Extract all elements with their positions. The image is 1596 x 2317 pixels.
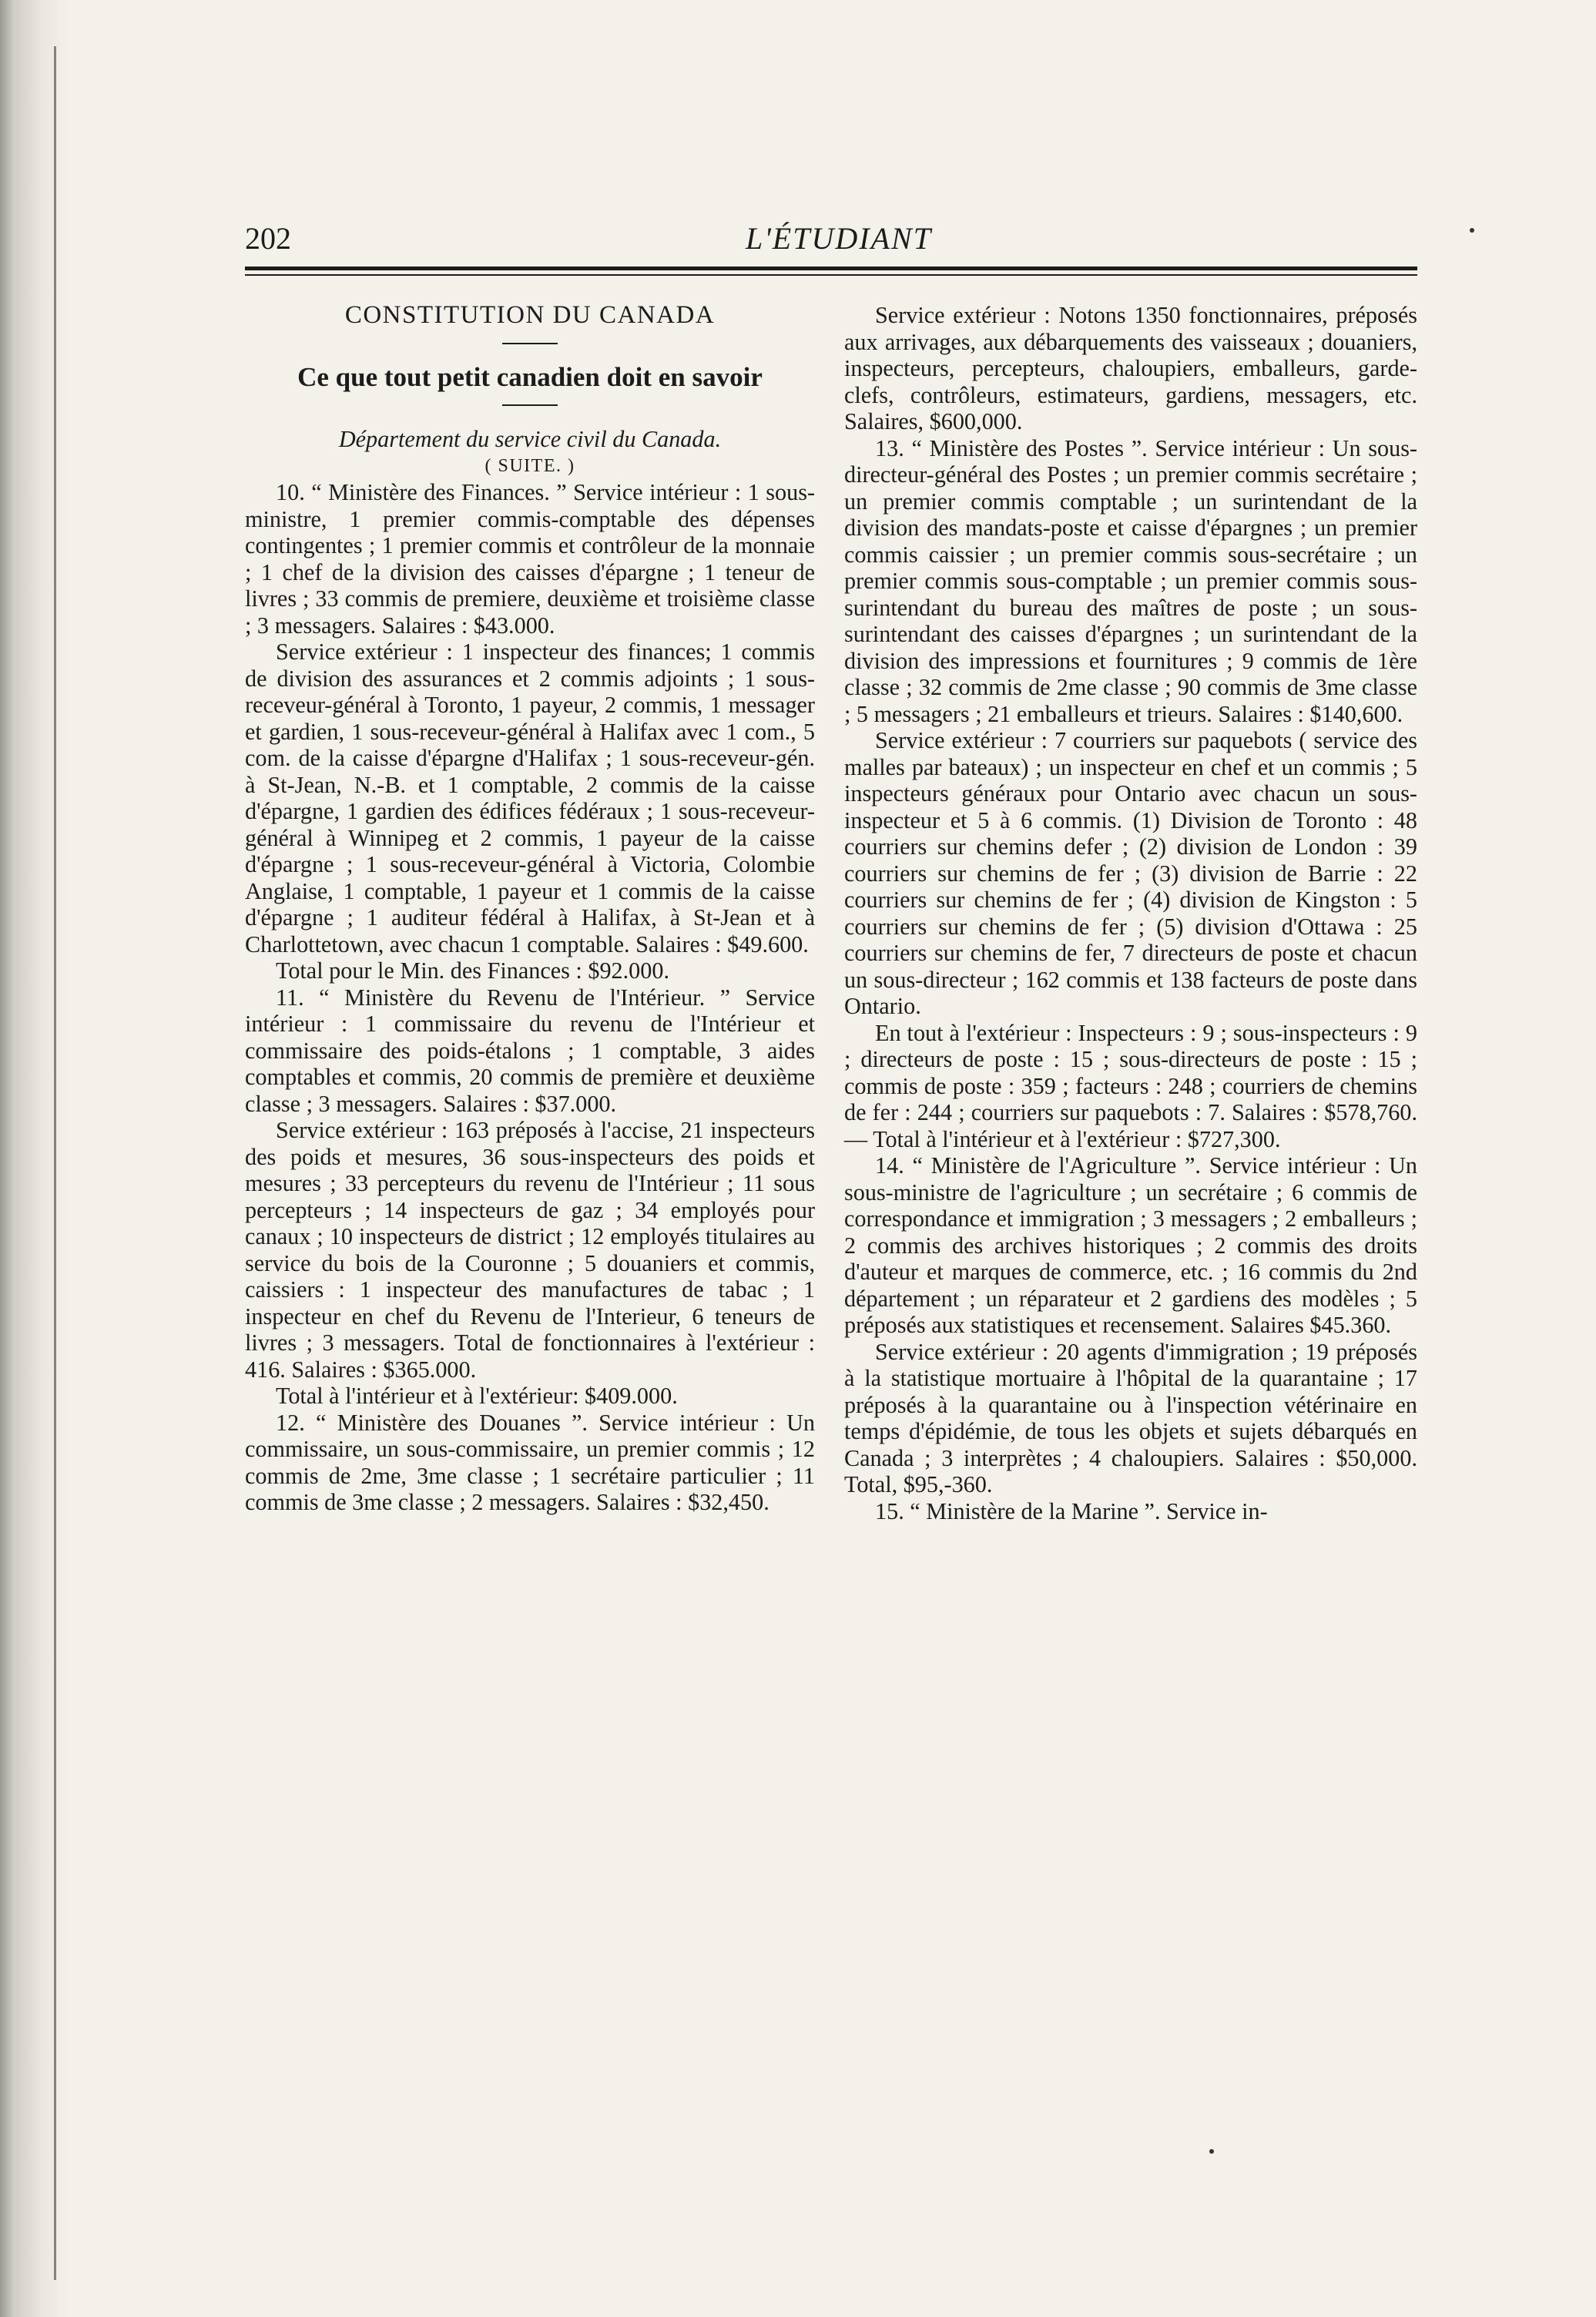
paragraph: 13. “ Ministère des Postes ”. Service intérieur : Un sous-directeur-général des Postes ; un premier commis secrétaire ; un premier commis comptable ; un surintendant de la division des mandats-poste et caisse d'épargnes ; un premier commis caissier ; un premier commis sous-secrétaire ; un premier commis sous-comptable ; un premier commis sous-surintendant du bureau des maîtres de poste ; un sous-surintendant des caisses d'épargnes ; un surintendant de la division des impressions et fournitures ; 9 commis de 1ère classe ; 32 commis de 2me classe ; 90 commis de 3me classe ; 5 messagers ; 21 emballeurs et trieurs. Salaires : $140,600. — [844, 434, 1417, 727]
paragraph: Service extérieur : 163 préposés à l'accise, 21 inspecteurs des poids et mesures, 36 sous-inspecteurs des poids et mesures ; 33 percepteurs du revenu de l'Intérieur ; 11 sous percepteurs ; 14 inspecteurs de gaz ; 34 employés pour canaux ; 10 inspecteurs de district ; 12 employés titulaires au service du bois de la Couronne ; 5 douaniers et commis, caissiers : 1 inspecteur des manufactures de tabac ; 1 inspecteur en chef du Revenu de l'Interieur, 6 teneurs de livres ; 3 messagers. Total de fonctionnaires à l'extérieur : 416. Salaires : $365.000. — [245, 1117, 815, 1383]
article-title: CONSTITUTION DU CANADA — [344, 301, 716, 329]
title-divider — [502, 343, 558, 344]
scan-binding-shadow — [0, 0, 69, 2317]
paragraph: Total pour le Min. des Finances : $92.000. — [276, 957, 670, 984]
suite-label: ( SUITE. ) — [484, 455, 575, 476]
print-speck — [1470, 228, 1474, 233]
paragraph: Service extérieur : 7 courriers sur paquebots ( service des malles par bateaux) ; un inspecteur en chef et un commis ; 5 inspecteurs généraux pour Ontario avec chacun un sous-inspecteur et 5 à 6 commis. (1) Division de Toronto : 48 courriers sur chemins defer ; (2) division de London : 39 courriers sur chemins de fer ; (3) division de Barrie : 22 courriers sur chemins de fer ; (4) division de Kingston : 5 courriers sur chemins de fer ; (5) division d'Ottawa : 25 courriers sur chemins de fer, 7 directeurs de poste et chacun un sous-directeur ; 162 commis et 138 facteurs de poste dans Ontario. — [844, 727, 1417, 1019]
paragraph: Service extérieur : Notons 1350 fonctionnaires, préposés aux arrivages, aux débarquements des vaisseaux ; douaniers, inspecteurs, percepteurs, chaloupiers, emballeurs, garde-clefs, contrôleurs, estimateurs, gardiens, messagers, etc. Salaires, $600,000. — [844, 302, 1417, 434]
paragraph: Service extérieur : 1 inspecteur des finances; 1 commis de division des assurances et 2 commis adjoints ; 1 sous-receveur-général à Toronto, 1 payeur, 2 commis, 1 messager et gardien, 1 sous-receveur-général à Halifax avec 1 com., 5 com. de la caisse d'épargne d'Halifax ; 1 sous-receveur-gén. à St-Jean, N.-B. et 1 comptable, 2 commis de la caisse d'épargne, 1 gardien des édifices fédéraux ; 1 sous-receveur-général à Winnipeg et 2 commis, 1 payeur de la caisse d'épargne ; 1 sous-receveur-général à Victoria, Colombie Anglaise, 1 comptable, 1 payeur et 1 commis de la caisse d'épargne ; 1 auditeur fédéral à Halifax, à St-Jean et à Charlottetown, avec chacun 1 comptable. Salaires : $49.600. — [245, 639, 815, 957]
paragraph: 12. “ Ministère des Douanes ”. Service intérieur : Un commissaire, un sous-commissaire, un premier commis ; 12 commis de 2me, 3me classe ; 1 secrétaire particulier ; 11 commis de 3me classe ; 2 messagers. Salaires : $32,450. — [245, 1409, 815, 1515]
print-speck — [1209, 2149, 1214, 2154]
page-header — [245, 216, 1416, 262]
paragraph: 11. “ Ministère du Revenu de l'Intérieur. ” Service intérieur : 1 commissaire du revenu de l'Intérieur et commissaire des poids-étalons ; 1 comptable, 3 aides comptables et commis, 20 commis de première et deuxième classe ; 3 messagers. Salaires : $37.000. — [245, 984, 815, 1117]
left-column — [245, 302, 815, 1516]
subtitle-divider — [502, 404, 558, 406]
running-title: L'ÉTUDIANT — [746, 221, 932, 256]
paragraph: 14. “ Ministère de l'Agriculture ”. Service intérieur : Un sous-ministre de l'agriculture ; un secrétaire ; 6 commis de correspondance et immigration ; 3 messagers ; 2 emballeurs ; 2 commis des archives historiques ; 2 commis des droits d'auteur et marques de commerce, etc. ; 16 commis du 2nd département ; un réparateur et 2 gardiens des modèles ; 5 préposés aux statistiques et recensement. Salaires $45.360. — [844, 1152, 1417, 1338]
article-subtitle: Ce que tout petit canadien doit en savoir — [297, 361, 763, 392]
paragraph: 15. “ Ministère de la Marine ”. Service in- — [875, 1497, 1268, 1524]
paragraph: 10. “ Ministère des Finances. ” Service intérieur : 1 sous-ministre, 1 premier commis-comptable des dépenses contingentes ; 1 premier commis et contrôleur de la monnaie ; 1 chef de la division des caisses d'épargne ; 1 teneur de livres ; 33 commis de premiere, deuxième et troisième classe ; 3 messagers. Salaires : $43.000. — [245, 479, 815, 639]
paragraph: En tout à l'extérieur : Inspecteurs : 9 ; sous-inspecteurs : 9 ; directeurs de poste : 15 ; sous-directeurs de poste : 15 ; commis de poste : 359 ; facteurs : 248 ; courriers de chemins de fer : 244 ; courriers sur paquebots : 7. Salaires : $578,760.— Total à l'intérieur et à l'extérieur : $727,300. — [844, 1019, 1417, 1152]
header-rule-thin — [245, 274, 1417, 276]
right-column — [844, 302, 1417, 1524]
binding-line — [54, 46, 56, 2280]
department-heading: Département du service civil du Canada. — [338, 426, 722, 452]
paragraph: Total à l'intérieur et à l'extérieur: $409.000. — [276, 1383, 678, 1409]
paragraph: Service extérieur : 20 agents d'immigration ; 19 préposés à la statistique mortuaire à l'hôpital de la quarantaine ; 17 préposés à la quarantaine ou à l'inspection vétérinaire en temps d'épidémie, de tous les objets et sujets débarqués en Canada ; 3 interprètes ; 4 chaloupiers. Salaires : $50,000. Total, $95,-360. — [844, 1338, 1417, 1497]
page-number: 202 — [245, 221, 291, 256]
header-rule — [245, 267, 1417, 270]
